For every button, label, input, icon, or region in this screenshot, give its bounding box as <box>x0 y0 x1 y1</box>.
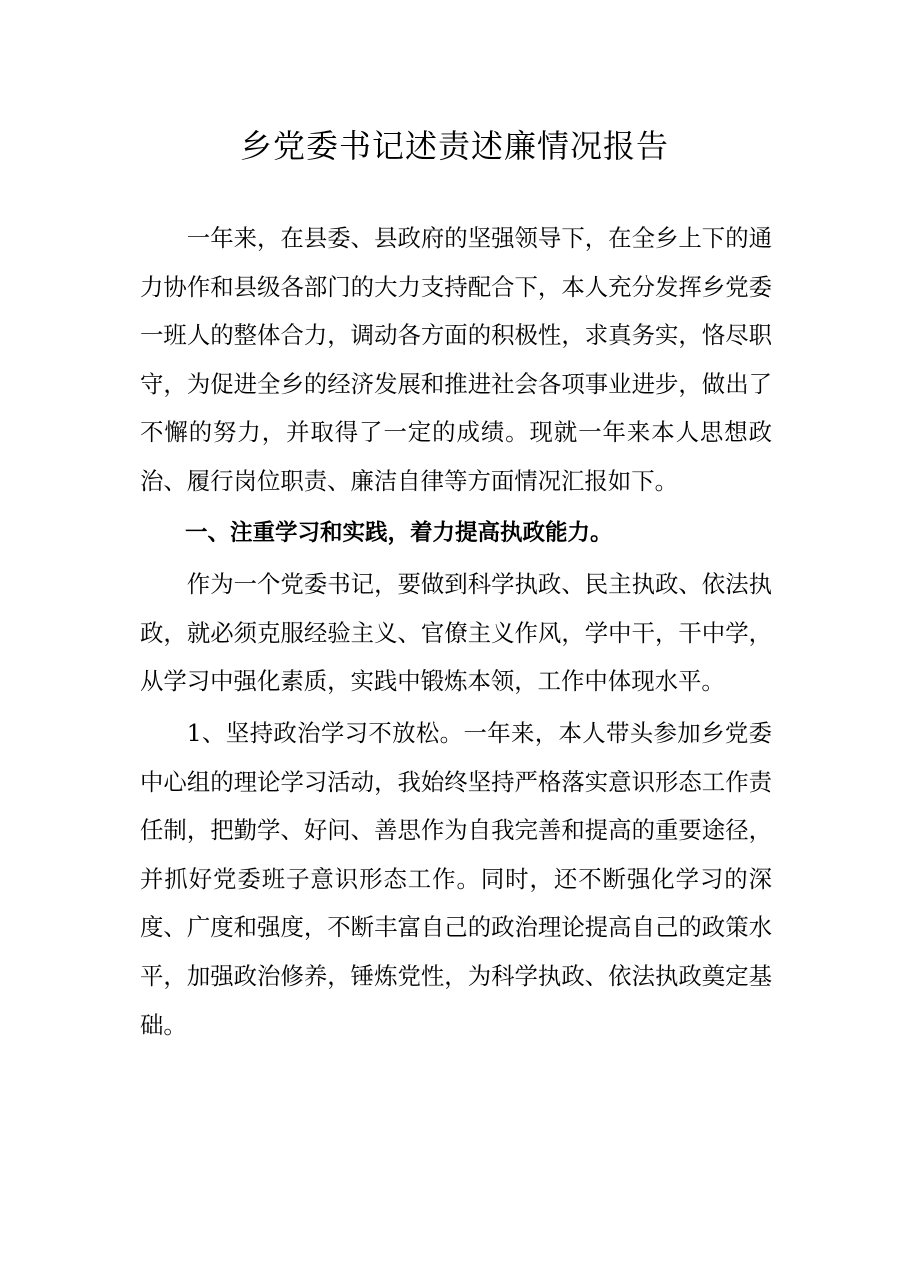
item-1-paragraph: 1、坚持政治学习不放松。一年来，本人带头参加乡党委中心组的理论学习活动，我始终坚持严格落实意识形态工作责任制，把勤学、好问、善思作为自我完善和提高的重要途径，并抓好党委班子意识形态工作。同时，还不断强化学习的深度、广度和强度，不断丰富自己的政治理论提高自己的政策水平，加强政治修养，锤炼党性，为科学执政、依法执政奠定基础。 <box>140 718 772 1039</box>
section-heading-1: 一、注重学习和实践，着力提高执政能力。 <box>185 519 613 546</box>
intro-paragraph: 一年来，在县委、县政府的坚强领导下，在全乡上下的通力协作和县级各部门的大力支持配合下，本人充分发挥乡党委一班人的整体合力，调动各方面的积极性，求真务实，恪尽职守，为促进全乡的经济发展和推进社会各项事业进步，做出了不懈的努力，并取得了一定的成绩。现就一年来本人思想政治、履行岗位职责、廉洁自律等方面情况汇报如下。 <box>140 224 772 495</box>
document-title: 乡党委书记述责述廉情况报告 <box>239 127 669 165</box>
section-1-paragraph: 作为一个党委书记，要做到科学执政、民主执政、依法执政，就必须克服经验主义、官僚主义作风，学中干，干中学，从学习中强化素质，实践中锻炼本领，工作中体现水平。 <box>140 570 772 696</box>
document-body <box>140 214 772 1052</box>
